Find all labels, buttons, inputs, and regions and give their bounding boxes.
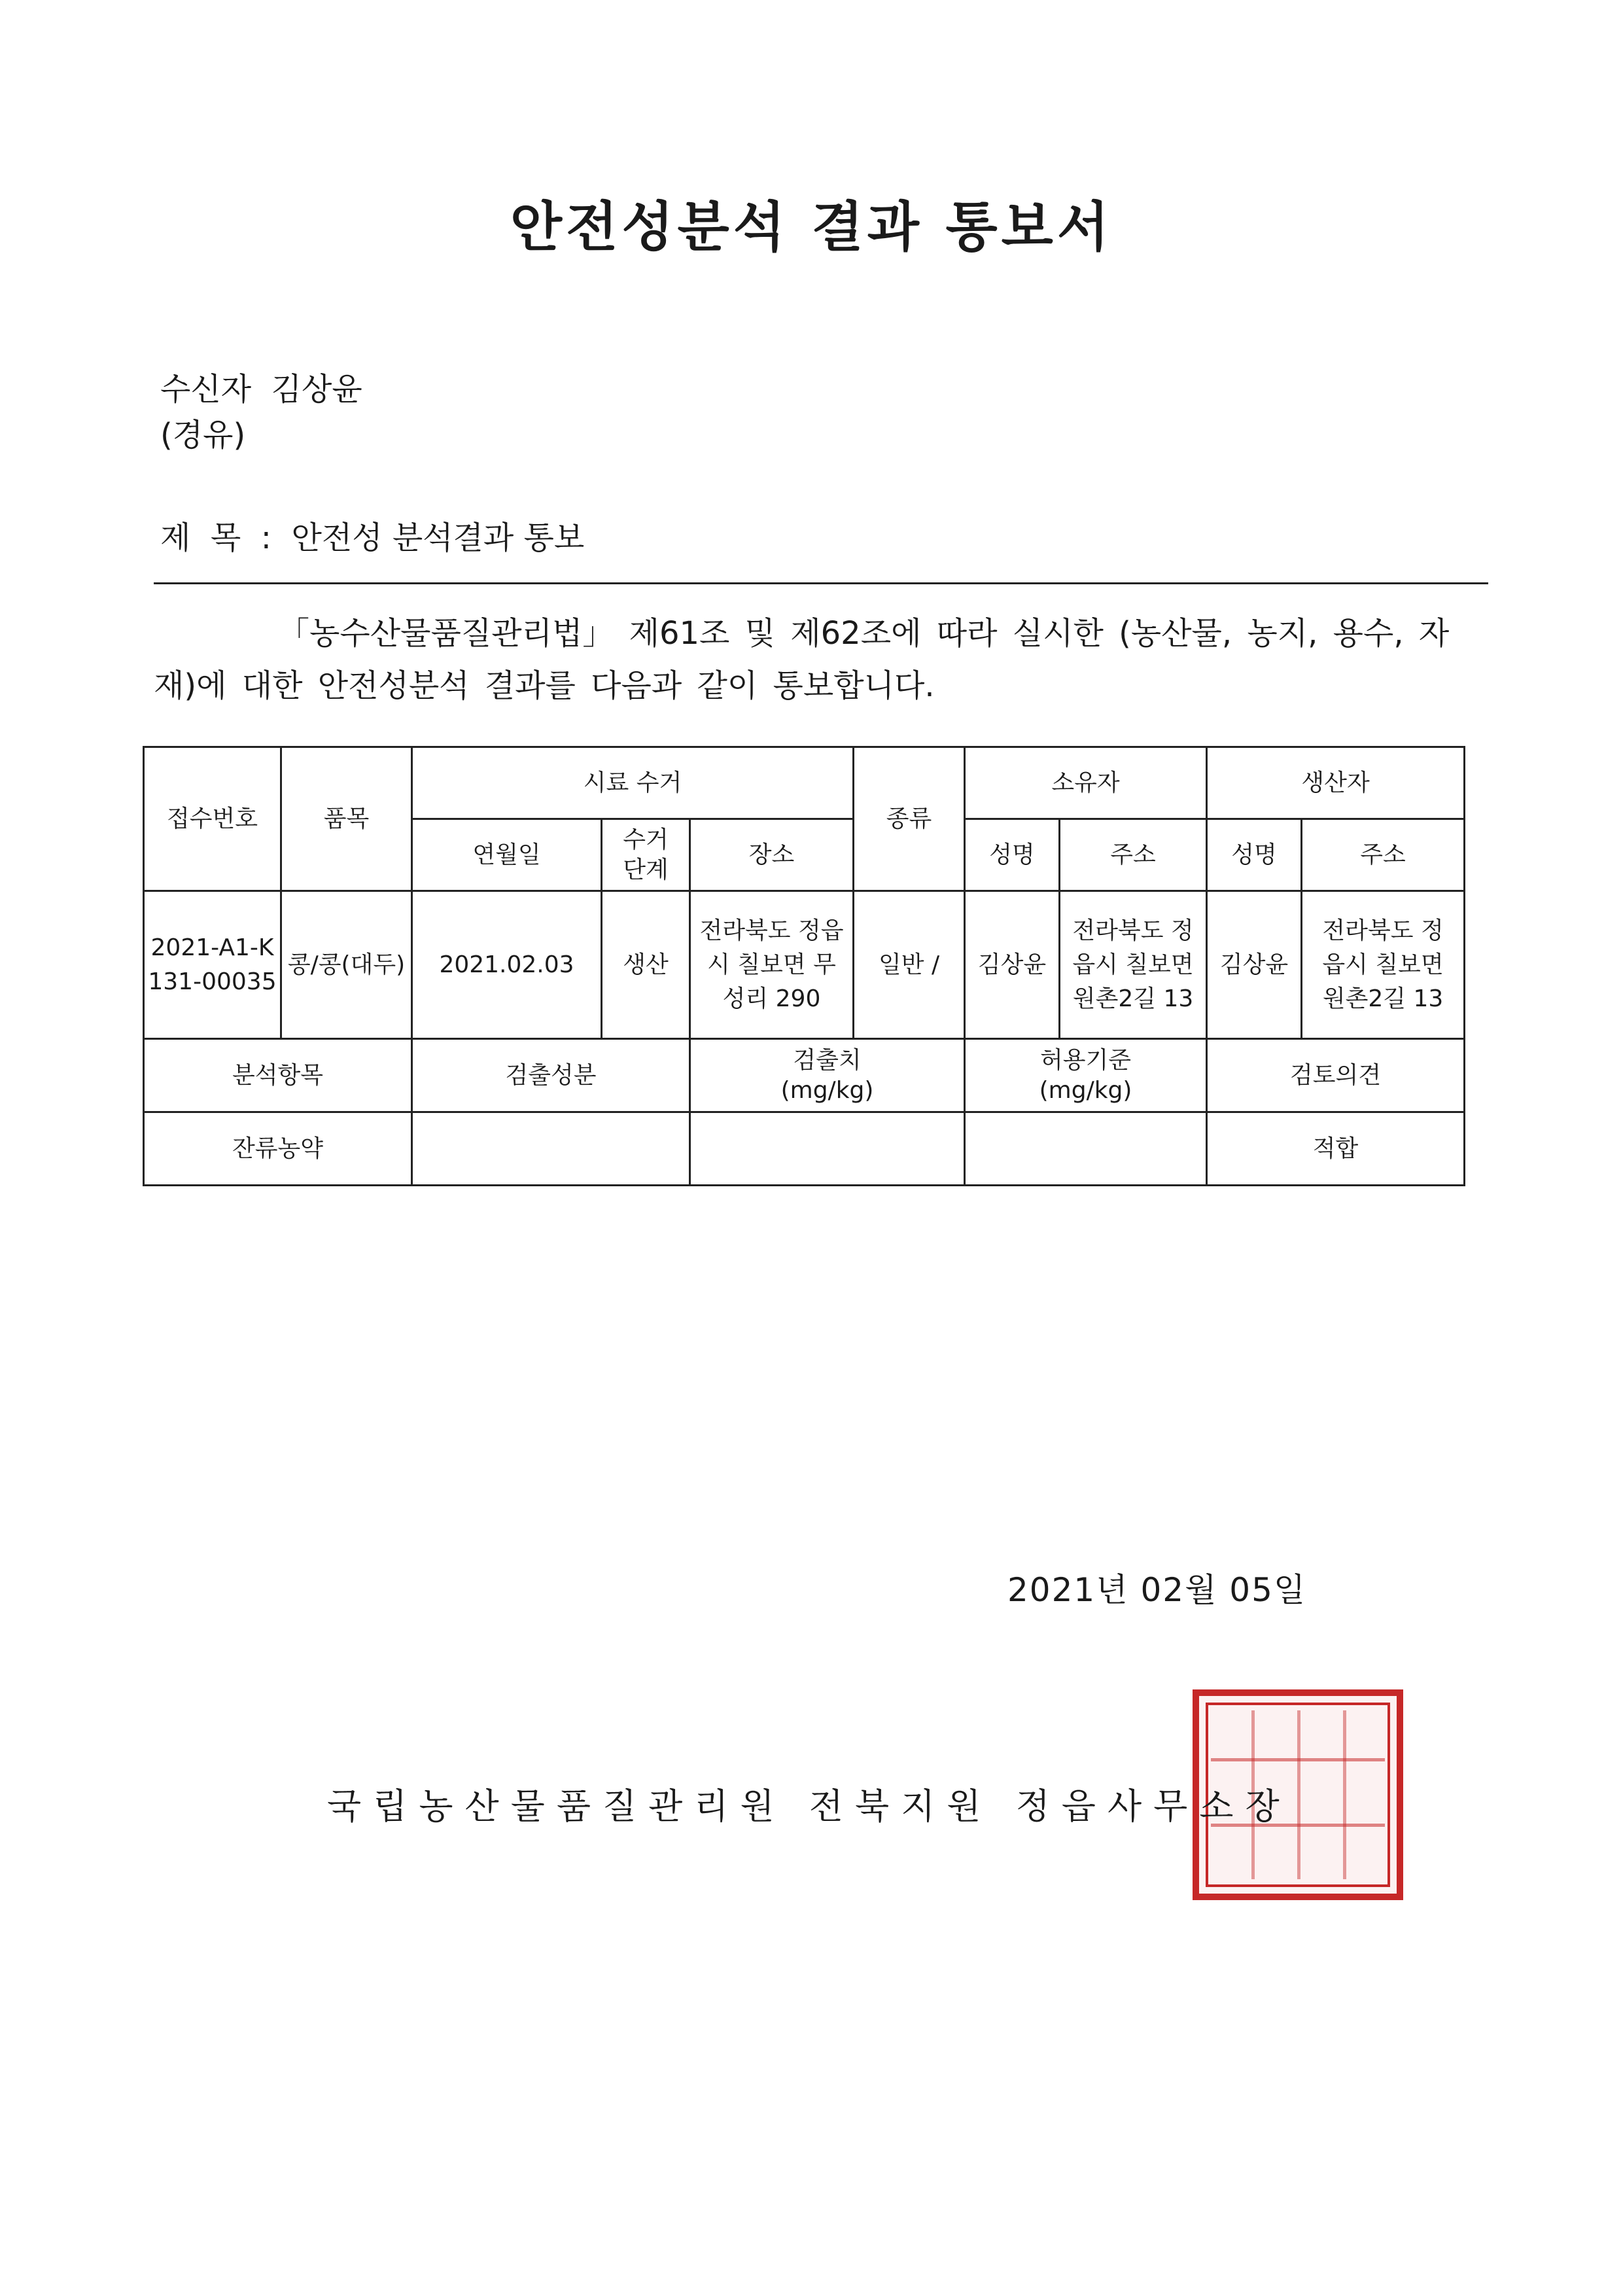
cell-analysis-item: 잔류농약 — [144, 1112, 412, 1186]
issuer-name: 국립농산물품질관리원 전북지원 정읍사무소장 — [327, 1786, 1291, 1827]
cell-item: 콩/콩(대두) — [281, 891, 412, 1039]
header-analysis-item: 분석항목 — [144, 1039, 412, 1112]
analysis-result-table — [143, 746, 1465, 1186]
cell-producer-name: 김상윤 — [1207, 891, 1302, 1039]
header-sample-collection: 시료 수거 — [412, 747, 854, 819]
cell-opinion: 적합 — [1207, 1112, 1465, 1186]
cell-limit — [965, 1112, 1207, 1186]
cell-kind: 일반 / — [854, 891, 965, 1039]
header-owner-address: 주소 — [1060, 819, 1207, 891]
header-producer: 생산자 — [1207, 747, 1465, 819]
header-date: 연월일 — [412, 819, 602, 891]
cell-place: 전라북도 정읍 시 칠보면 무 성리 290 — [690, 891, 854, 1039]
cell-owner-name: 김상윤 — [965, 891, 1060, 1039]
seal-col-mark — [1297, 1710, 1300, 1879]
cell-owner-address: 전라북도 정 읍시 칠보면 원촌2길 13 — [1060, 891, 1207, 1039]
cell-receipt-no: 2021-A1-K 131-00035 — [144, 891, 281, 1039]
subject-line: 제 목 : 안전성 분석결과 통보 — [160, 520, 585, 556]
header-stage: 수거 단계 — [602, 819, 690, 891]
seal-col-mark — [1343, 1710, 1346, 1879]
cell-detected — [690, 1112, 965, 1186]
cell-producer-address: 전라북도 정 읍시 칠보면 원촌2길 13 — [1302, 891, 1465, 1039]
cell-stage: 생산 — [602, 891, 690, 1039]
header-producer-address: 주소 — [1302, 819, 1465, 891]
header-receipt-no: 접수번호 — [144, 747, 281, 891]
header-detected: 검출치 (mg/kg) — [690, 1039, 965, 1112]
cell-date: 2021.02.03 — [412, 891, 602, 1039]
issue-date: 2021년 02월 05일 — [1007, 1571, 1307, 1609]
document-title: 안전성분석 결과 통보서 — [510, 196, 1113, 258]
header-owner: 소유자 — [965, 747, 1207, 819]
subject-divider — [154, 582, 1488, 584]
header-component: 검출성분 — [412, 1039, 690, 1112]
header-place: 장소 — [690, 819, 854, 891]
header-owner-name: 성명 — [965, 819, 1060, 891]
header-kind: 종류 — [854, 747, 965, 891]
header-opinion: 검토의견 — [1207, 1039, 1465, 1112]
header-item: 품목 — [281, 747, 412, 891]
via-line: (경유) — [160, 417, 246, 453]
recipient-line: 수신자 김상윤 — [160, 371, 362, 408]
cell-component — [412, 1112, 690, 1186]
header-limit: 허용기준 (mg/kg) — [965, 1039, 1207, 1112]
header-producer-name: 성명 — [1207, 819, 1302, 891]
body-paragraph: 「농수산물품질관리법」 제61조 및 제62조에 따라 실시한 (농산물, 농지, 용수, 자재)에 대한 안전성분석 결과를 다음과 같이 통보합니다. — [154, 615, 1450, 704]
